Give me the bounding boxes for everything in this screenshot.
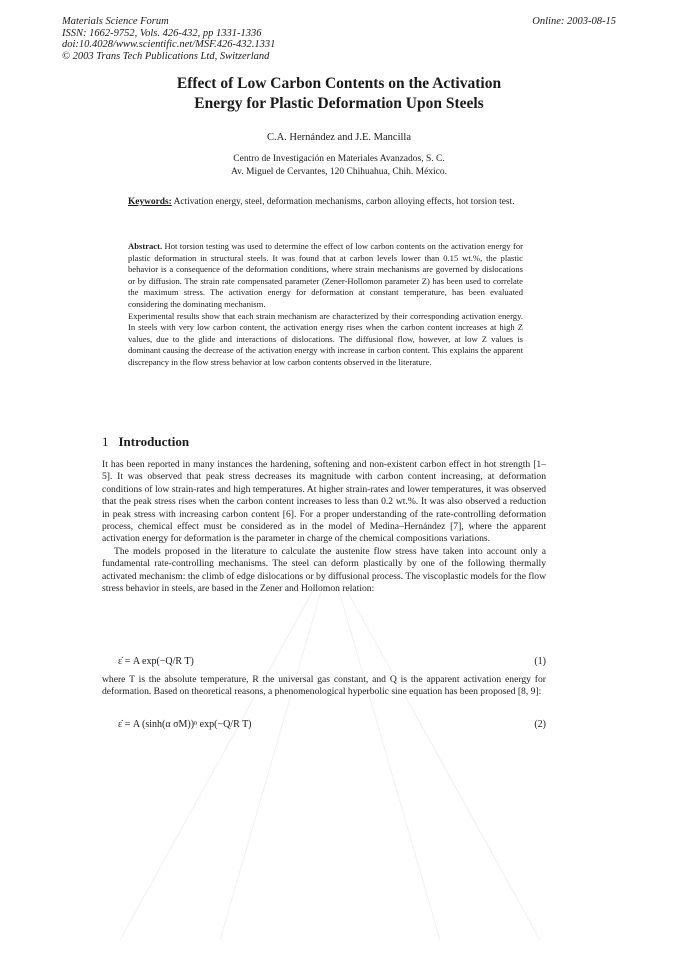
watermark-line <box>330 560 540 940</box>
watermark-lines <box>120 560 540 940</box>
body-paragraph-3: where T is the absolute temperature, R the universal gas constant, and Q is the apparent activation energy for deformation. Based on theoretical reasons, a phenomenological hyperbolic sine equation has been proposed [8, 9]: <box>102 674 546 698</box>
abstract <box>128 241 523 369</box>
equation-1-formula: ε̇ = A exp(−Q/R T) <box>118 656 194 667</box>
keywords-label: Keywords: <box>128 197 172 207</box>
abstract-label: Abstract. <box>128 241 163 251</box>
paper-title <box>0 74 678 114</box>
affiliation-line-2: Av. Miguel de Cervantes, 120 Chihuahua, Chih. México. <box>230 167 448 177</box>
copyright-line: © 2003 Trans Tech Publications Ltd, Switzerland <box>62 50 270 62</box>
publication-meta <box>62 16 275 62</box>
watermark-line <box>330 560 440 940</box>
title-line-2: Energy for Plastic Deformation Upon Steels <box>194 95 484 112</box>
affiliation-line-1: Centro de Investigación en Materiales Avanzados, S. C. <box>233 154 445 164</box>
abstract-text-1: Hot torsion testing was used to determine the effect of low carbon contents on the activation energy for plastic deformation in structural steels. It was found that at carbon levels lower than 0.15 wt.%, the plastic behavior is a consequence of the deformation conditions, where strain mechanisms are governed by dislocations or by diffusion. The strain rate compensated parameter (Zener-Hollomon parameter Z) has been used to correlate the maximum stress. The activation energy for deformation at constant temperature, has been evaluated considering the dominating mechanism. <box>128 241 523 309</box>
affiliation <box>0 153 678 179</box>
equation-2-formula: ε̇ = A (sinh(α σM))ⁿ exp(−Q/R T) <box>118 719 252 730</box>
section-number: 1 <box>102 434 109 449</box>
abstract-paragraph-2: Experimental results show that each strain mechanism are characterized by their corresponding activation energy. In steels with very low carbon content, the activation energy rises when the carbon content increases at high Z values, due to the glide and interactions of dislocations. The diffusional flow, however, at low Z values is dominant causing the decrease of the activation energy with increase in carbon content. This explains the apparent discrepancy in the flow stress behavior at low carbon contents observed in the literature. <box>128 310 523 367</box>
section-heading-introduction <box>102 434 189 450</box>
journal-name: Materials Science Forum <box>62 16 169 27</box>
section-title: Introduction <box>118 434 190 449</box>
doi-line[interactable]: doi:10.4028/www.scientific.net/MSF.426-432.1331 <box>62 39 276 51</box>
watermark-line <box>220 560 330 940</box>
equation-1-number: (1) <box>534 656 546 667</box>
title-line-1: Effect of Low Carbon Contents on the Activation <box>176 75 502 92</box>
online-date: Online: 2003-08-15 <box>532 16 616 27</box>
keywords-text: Activation energy, steel, deformation mechanisms, carbon alloying effects, hot torsion test. <box>173 197 515 207</box>
body-paragraph-2: The models proposed in the literature to calculate the austenite flow stress have taken into account only a fundamental rate-controlling mechanisms. The steel can deform plastically by one of the following thermally activated mechanism: the climb of edge dislocations or by diffusional process. The viscoplastic models for the flow stress behavior in steels, are based in the Zener and Hollomon relation: <box>102 545 546 595</box>
body-paragraph-1: It has been reported in many instances the hardening, softening and non-existent carbon effect in hot strength [1–5]. It was observed that peak stress decreases its magnitude with carbon content increasing, at deformation conditions of low strain-rates and high temperatures. At higher strain-rates and lower temperatures, it was observed that the peak stress rises when the carbon content increases to less than 0.2 wt.%. It was also observed a reduction in peak stress with increasing carbon content [6]. For a proper understanding of the rate-controlling deformation process, chemical effect must be considered as in the model of Medina–Hernández [7], where the apparent activation energy for deformation is the parameter in charge of the chemical compositions variations. <box>102 459 546 545</box>
keywords <box>128 196 523 208</box>
equation-2-number: (2) <box>534 719 546 730</box>
abstract-paragraph-1 <box>128 241 523 311</box>
issn-line: ISSN: 1662-9752, Vols. 426-432, pp 1331-1336 <box>62 27 262 39</box>
authors: C.A. Hernández and J.E. Mancilla <box>266 132 412 143</box>
watermark-line <box>120 560 330 940</box>
